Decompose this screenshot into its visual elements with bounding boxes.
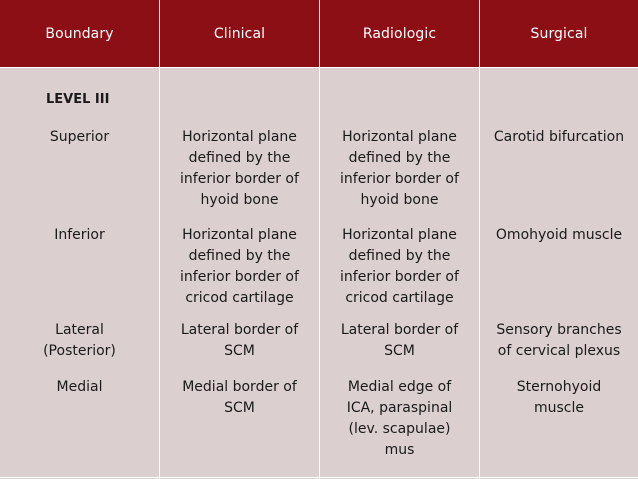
row-lateral-radiologic: Lateral border of SCM bbox=[340, 322, 459, 359]
level-label: LEVEL III bbox=[46, 92, 110, 107]
row-superior-clinical: Horizontal plane defined by the inferior border of hyoid bone bbox=[180, 129, 299, 208]
row-inferior-radiologic: Horizontal plane defined by the inferior border of cricod cartilage bbox=[340, 227, 459, 306]
row-lateral-clinical: Lateral border of SCM bbox=[180, 322, 299, 359]
header-clinical: Clinical bbox=[213, 25, 266, 42]
row-lateral-surgical: Sensory branches of cervical plexus bbox=[496, 322, 622, 359]
bottom-divider bbox=[0, 477, 638, 478]
row-medial-clinical: Medial border of SCM bbox=[182, 379, 297, 416]
row-medial-boundary: Medial bbox=[56, 379, 103, 395]
row-inferior-surgical: Omohyoid muscle bbox=[495, 227, 623, 243]
row-inferior-clinical: Horizontal plane defined by the inferior border of cricod cartilage bbox=[180, 227, 299, 306]
row-medial-surgical: Sternohyoid muscle bbox=[516, 379, 602, 416]
row-medial-radiologic: Medial edge of ICA, paraspinal (lev. scapulae) mus bbox=[346, 379, 453, 458]
header-surgical: Surgical bbox=[530, 25, 588, 42]
header-radiologic: Radiologic bbox=[362, 25, 437, 42]
row-superior-surgical: Carotid bifurcation bbox=[493, 129, 625, 145]
row-superior-boundary: Superior bbox=[49, 129, 110, 145]
header-boundary: Boundary bbox=[45, 25, 114, 42]
row-superior-radiologic: Horizontal plane defined by the inferior border of hyoid bone bbox=[340, 129, 459, 208]
row-inferior-boundary: Inferior bbox=[54, 227, 105, 243]
row-lateral-boundary: Lateral (Posterior) bbox=[43, 322, 116, 359]
